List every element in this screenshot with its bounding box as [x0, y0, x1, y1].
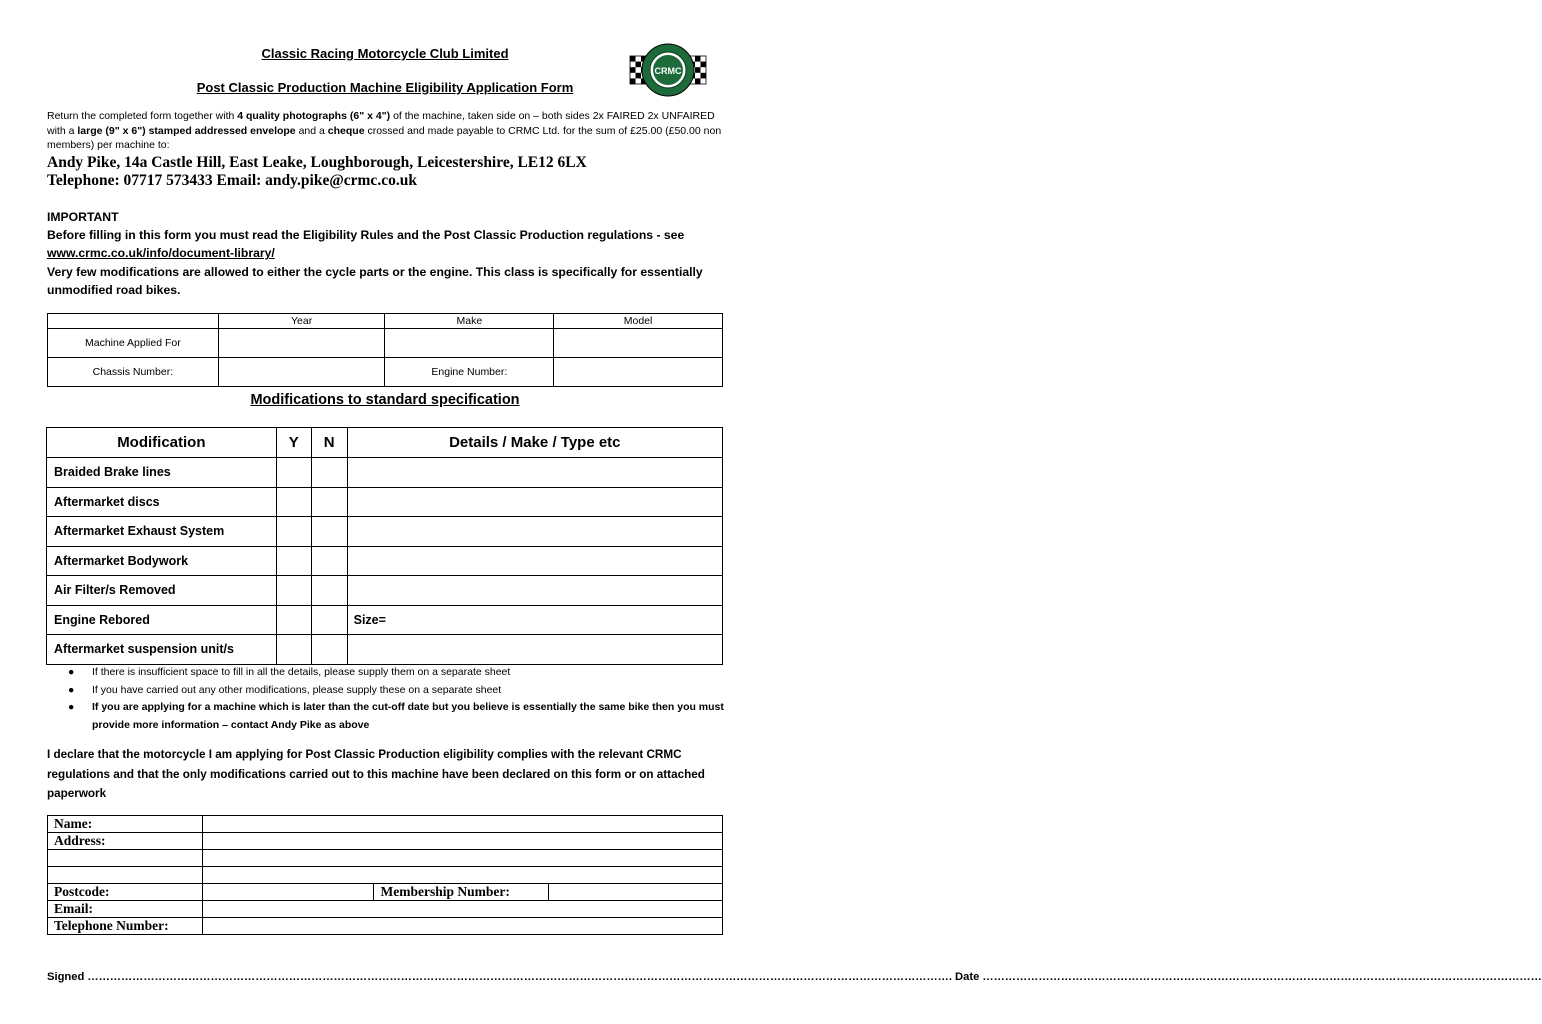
applicant-table	[47, 815, 723, 935]
no-cell[interactable]	[311, 576, 347, 606]
no-cell[interactable]	[311, 458, 347, 488]
year-field[interactable]	[218, 329, 385, 358]
engine-number-field[interactable]	[554, 358, 723, 387]
no-cell[interactable]	[311, 605, 347, 635]
yes-cell[interactable]	[276, 487, 311, 517]
col-modification: Modification	[47, 428, 277, 458]
email-label: Email:	[48, 901, 203, 918]
list-item: ● If you are applying for a machine which is later than the cut-off date but you believe is essentially the same bike then you must provide more information – contact Andy Pike as above	[68, 701, 724, 731]
table-row	[47, 517, 723, 547]
important-heading: IMPORTANT	[47, 210, 119, 224]
yes-cell[interactable]	[276, 576, 311, 606]
no-cell[interactable]	[311, 635, 347, 665]
address-label: Address:	[48, 833, 203, 850]
yes-cell[interactable]	[276, 546, 311, 576]
details-cell[interactable]	[347, 576, 722, 606]
table-row	[47, 635, 723, 665]
postcode-label: Postcode:	[48, 884, 203, 901]
mod-label: Aftermarket suspension unit/s	[47, 635, 277, 665]
col-details: Details / Make / Type etc	[347, 428, 722, 458]
postcode-field[interactable]	[202, 884, 374, 901]
details-cell[interactable]	[347, 635, 722, 665]
machine-table	[47, 313, 723, 387]
yes-cell[interactable]	[276, 635, 311, 665]
details-cell[interactable]	[347, 546, 722, 576]
yes-cell[interactable]	[276, 517, 311, 547]
chassis-number-field[interactable]	[218, 358, 385, 387]
bullet-icon: ●	[68, 666, 75, 678]
make-field[interactable]	[385, 329, 554, 358]
intro-text: Return the completed form together with 4 quality photographs (6" x 4") of the machine, taken side on – both sides 2x FAIRED 2x UNFAIRED with a large (9" x 6") stamped addressed envelope and a cheque crossed and made payable to CRMC Ltd. for the sum of £25.00 (£50.00 non members) per machine to:	[47, 110, 722, 151]
name-label: Name:	[48, 816, 203, 833]
telephone-label: Telephone Number:	[48, 918, 203, 935]
mod-label: Aftermarket discs	[47, 487, 277, 517]
mod-label: Aftermarket Bodywork	[47, 546, 277, 576]
machine-applied-label: Machine Applied For	[48, 329, 219, 358]
contact-address: Andy Pike, 14a Castle Hill, East Leake, Loughborough, Leicestershire, LE12 6LX	[47, 154, 587, 171]
mod-label: Air Filter/s Removed	[47, 576, 277, 606]
declaration-text: I declare that the motorcycle I am applying for Post Classic Production eligibility complies with the relevant CRMC regulations and that the only modifications carried out to this machine have been declared on this form or on attached paperwork	[47, 748, 705, 801]
header-make: Make	[385, 314, 554, 329]
no-cell[interactable]	[311, 487, 347, 517]
table-row	[47, 458, 723, 488]
details-cell[interactable]	[347, 487, 722, 517]
no-cell[interactable]	[311, 546, 347, 576]
no-cell[interactable]	[311, 517, 347, 547]
chassis-number-label: Chassis Number:	[48, 358, 219, 387]
email-field[interactable]	[202, 901, 722, 918]
membership-label: Membership Number:	[374, 884, 549, 901]
model-field[interactable]	[554, 329, 723, 358]
mod-label: Braided Brake lines	[47, 458, 277, 488]
header-blank	[48, 314, 219, 329]
header-year: Year	[218, 314, 385, 329]
details-cell[interactable]	[347, 517, 722, 547]
col-no: N	[311, 428, 347, 458]
table-row	[47, 487, 723, 517]
telephone-field[interactable]	[202, 918, 722, 935]
list-item: ● If you have carried out any other modifications, please supply these on a separate sheet	[68, 682, 733, 700]
table-row	[47, 605, 723, 635]
address-field-3[interactable]	[202, 867, 722, 884]
org-title: Classic Racing Motorcycle Club Limited	[261, 46, 509, 61]
membership-field[interactable]	[549, 884, 723, 901]
details-cell[interactable]	[347, 458, 722, 488]
yes-cell[interactable]	[276, 458, 311, 488]
address-field-1[interactable]	[202, 833, 722, 850]
bullet-icon: ●	[68, 701, 75, 713]
important-notice: IMPORTANT Before filling in this form you must read the Eligibility Rules and the Post Classic Production regulations - see www.crmc.co.uk/info/document-library/ Very few modifications are allowed to either the cycle parts or the engine. This class is specifically for essentially unmodified road bikes.	[47, 208, 737, 299]
address-field-2[interactable]	[202, 850, 722, 867]
engine-number-label: Engine Number:	[385, 358, 554, 387]
modifications-table	[46, 427, 723, 665]
crmc-logo	[628, 42, 708, 98]
yes-cell[interactable]	[276, 605, 311, 635]
header-model: Model	[554, 314, 723, 329]
table-row	[47, 546, 723, 576]
contact-phone-email: Telephone: 07717 573433 Email: andy.pike@crmc.co.uk	[47, 172, 417, 189]
document-library-link[interactable]: www.crmc.co.uk/info/document-library/	[47, 246, 275, 261]
details-cell[interactable]: Size=	[347, 605, 722, 635]
name-field[interactable]	[202, 816, 722, 833]
form-title: Post Classic Production Machine Eligibility Application Form	[196, 80, 574, 95]
col-yes: Y	[276, 428, 311, 458]
mod-label: Aftermarket Exhaust System	[47, 517, 277, 547]
modifications-heading: Modifications to standard specification	[250, 392, 520, 408]
logo-text: CRMC	[654, 66, 682, 76]
bullet-icon: ●	[68, 683, 75, 696]
signature-line[interactable]: Signed ……………………………………………………………………………………………………………………………………………………………………………………………………………. Date ……………………………………………………………………………………………………………………………………	[47, 971, 1542, 983]
list-item: ● If there is insufficient space to fill in all the details, please supply them on a separate sheet	[68, 664, 733, 682]
notes-list	[68, 664, 733, 734]
table-row	[47, 576, 723, 606]
mod-label: Engine Rebored	[47, 605, 277, 635]
